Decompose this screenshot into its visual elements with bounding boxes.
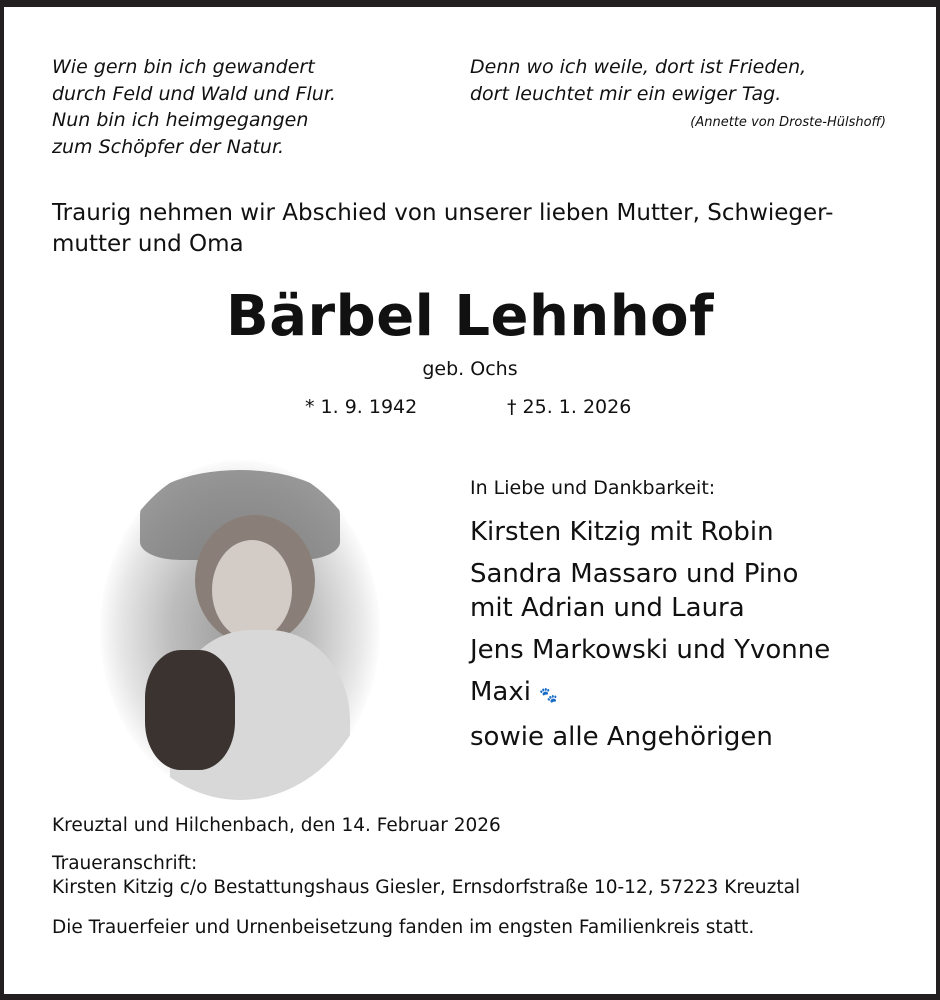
paw-icon: 🐾 xyxy=(539,686,558,704)
birth-date: * 1. 9. 1942 xyxy=(305,396,418,418)
poem-line: durch Feld und Wald und Flur. xyxy=(52,82,336,105)
intro-line: Traurig nehmen wir Abschied von unserer lieben Mutter, Schwieger- xyxy=(52,200,834,226)
family-member: Kirsten Kitzig mit Robin xyxy=(470,517,774,547)
family-member: mit Adrian und Laura xyxy=(470,593,745,623)
dog xyxy=(145,650,235,770)
poem-attribution: (Annette von Droste-Hülshoff) xyxy=(690,115,886,130)
poem-line: Nun bin ich heimgegangen xyxy=(52,109,309,131)
address: Kirsten Kitzig c/o Bestattungshaus Giesler, Ernsdorfstraße 10-12, 57223 Kreuztal xyxy=(52,877,801,898)
maiden-name: geb. Ochs xyxy=(422,358,518,380)
poem-line: dort leuchtet mir ein ewiger Tag. xyxy=(470,82,782,105)
family-heading: In Liebe und Dankbarkeit: xyxy=(470,477,716,499)
place-date: Kreuztal und Hilchenbach, den 14. Februar 2026 xyxy=(52,815,501,836)
poem-line: zum Schöpfer der Natur. xyxy=(52,135,285,158)
pet-name: Maxi xyxy=(470,677,531,707)
address-block xyxy=(52,852,800,900)
poem-line: Wie gern bin ich gewandert xyxy=(52,56,315,78)
family-member: sowie alle Angehörigen xyxy=(470,722,773,752)
poem-line: Denn wo ich weile, dort ist Frieden, xyxy=(470,56,807,78)
face xyxy=(212,540,292,640)
address-label: Traueranschrift: xyxy=(52,853,198,874)
intro-line: mutter und Oma xyxy=(52,231,244,257)
poem-left xyxy=(52,54,336,160)
family-member: Jens Markowski und Yvonne xyxy=(470,635,831,665)
death-date: † 25. 1. 2026 xyxy=(507,396,632,418)
family-member: Sandra Massaro und Pino xyxy=(470,559,799,589)
family-member-pet xyxy=(470,675,830,712)
intro-text xyxy=(52,198,833,260)
closing-note: Die Trauerfeier und Urnenbeisetzung fanden im engsten Familienkreis statt. xyxy=(52,917,755,938)
family-list xyxy=(470,515,830,754)
portrait-photo xyxy=(100,460,380,800)
poem-right xyxy=(470,54,806,107)
deceased-name: Bärbel Lehnhof xyxy=(226,284,714,349)
